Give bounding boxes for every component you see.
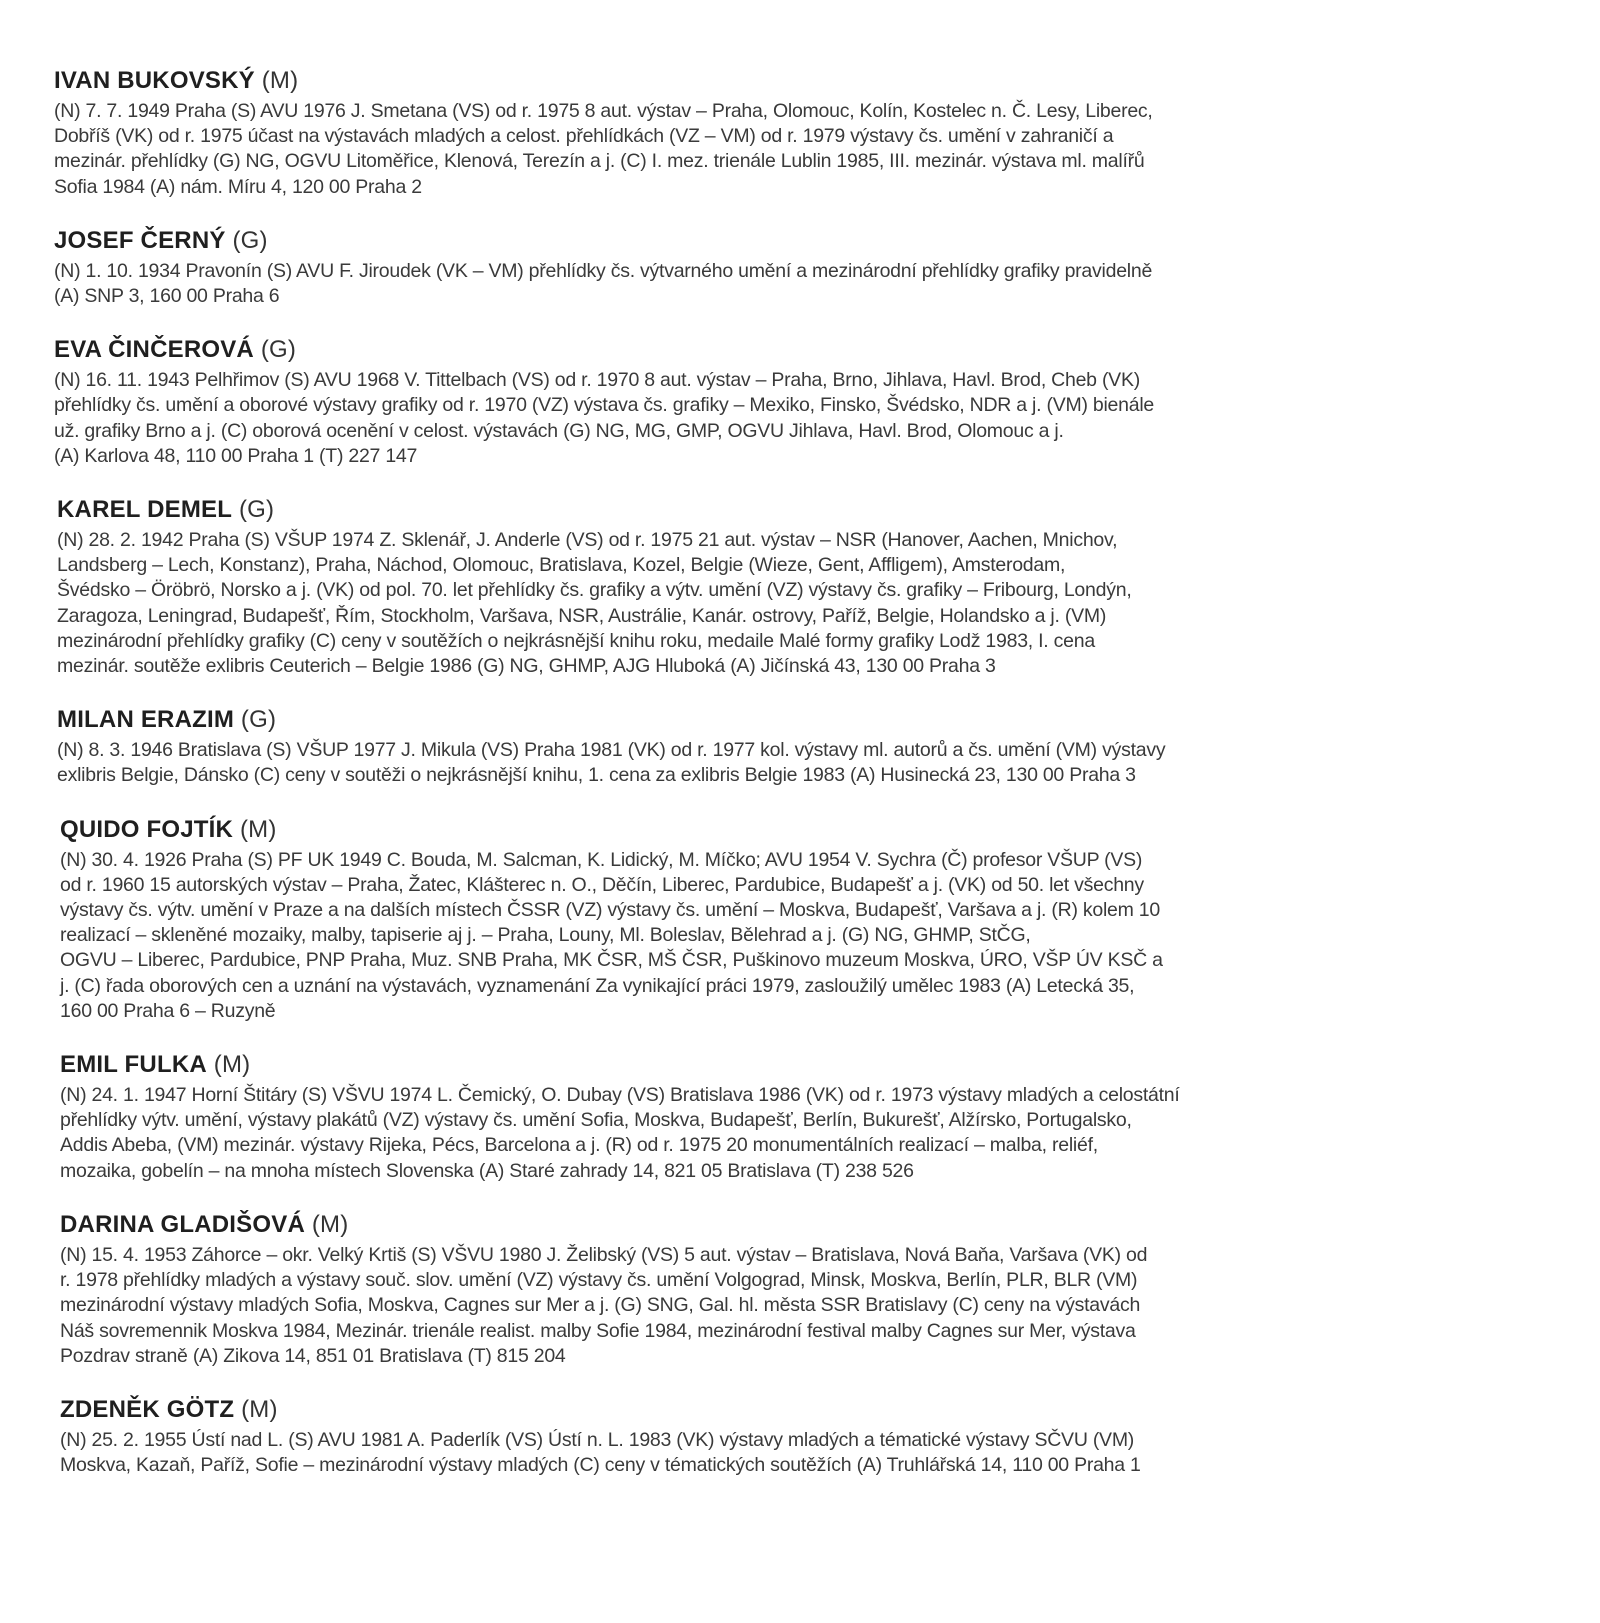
artist-name: EVA ČINČEROVÁ (54, 336, 254, 364)
artist-heading (57, 495, 1450, 525)
artist-name: JOSEF ČERNÝ (54, 226, 226, 254)
artist-bio: (N) 7. 7. 1949 Praha (S) AVU 1976 J. Smetana (VS) od r. 1975 8 aut. výstav – Praha, Olomouc, Kolín, Kostelec n. Č. Lesy, Liberec, Dobříš (VK) od r. 1975 účast na výstavách mladých a celost. přehlídkách (VZ – VM) od r. 1979 výstavy čs. umění v zahraničí a mezinár. přehlídky (G) NG, OGVU Litoměřice, Klenová, Terezín a j. (C) I. mez. trienále Lublin 1985, III. mezinár. výstava ml. malířů Sofia 1984 (A) nám. Míru 4, 120 00 Praha 2 (54, 100, 1153, 198)
artist-entry-gladisova (54, 1210, 1450, 1369)
artist-category: (M) (239, 815, 277, 843)
artist-entry-fulka (54, 1050, 1450, 1184)
artist-bio: (N) 8. 3. 1946 Bratislava (S) VŠUP 1977 J. Mikula (VS) Praha 1981 (VK) od r. 1977 kol. výstavy ml. autorů a čs. umění (VM) výstavy exlibris Belgie, Dánsko (C) ceny v soutěži o nejkrásnější knihu, 1. cena za exlibris Belgie 1983 (A) Husinecká 23, 130 00 Praha 3 (57, 739, 1166, 787)
artist-heading (60, 1210, 1450, 1240)
artist-name: KAREL DEMEL (57, 496, 233, 524)
artist-entry-demel (54, 495, 1450, 679)
artist-bio: (N) 15. 4. 1953 Záhorce – okr. Velký Krtiš (S) VŠVU 1980 J. Želibský (VS) 5 aut. výstav – Bratislava, Nová Baňa, Varšava (VK) od r. 1978 přehlídky mladých a výstavy souč. slov. umění (VZ) výstavy čs. umění Volgograd, Minsk, Moskva, Berlín, PLR, BLR (VM) mezinárodní výstavy mladých Sofia, Moskva, Cagnes sur Mer a j. (G) SNG, Gal. hl. města SSR Bratislavy (C) ceny na výstavách Náš sovremennik Moskva 1984, Mezinár. trienále realist. malby Sofie 1984, mezinárodní festival malby Cagnes sur Mer, výstava Pozdrav straně (A) Zikova 14, 851 01 Bratislava (T) 815 204 (60, 1243, 1148, 1367)
artist-heading (57, 705, 1450, 735)
artist-heading (54, 335, 1450, 365)
artist-entry-bukovsky (54, 66, 1450, 200)
artist-entry-gotz (54, 1395, 1450, 1478)
artist-bio: (N) 30. 4. 1926 Praha (S) PF UK 1949 C. Bouda, M. Salcman, K. Lidický, M. Míčko; AVU 1954 V. Sychra (Č) profesor VŠUP (VS) od r. 1960 15 autorských výstav – Praha, Žatec, Klášterec n. O., Děčín, Liberec, Pardubice, Budapešť a j. (VK) od 50. let všechny výstavy čs. výtv. umění v Praze a na dalších místech ČSSR (VZ) výstavy čs. umění – Moskva, Budapešť, Varšava a j. (R) kolem 10 realizací – skleněné mozaiky, malby, tapiserie aj j. – Praha, Louny, Ml. Boleslav, Bělehrad a j. (G) NG, GHMP, StČG, OGVU – Liberec, Pardubice, PNP Praha, Muz. SNB Praha, MK ČSR, MŠ ČSR, Puškinovo muzeum Moskva, ÚRO, VŠP ÚV KSČ a j. (C) řada oborových cen a uznání na výstavách, vyznamenání Za vynikající práci 1979, zasloužilý umělec 1983 (A) Letecká 35, 160 00 Praha 6 – Ruzyně (60, 848, 1163, 1022)
artist-name: ZDENĚK GÖTZ (60, 1395, 235, 1423)
artist-category: (M) (213, 1051, 251, 1079)
artist-name: QUIDO FOJTÍK (60, 815, 234, 843)
artist-category: (M) (261, 67, 299, 94)
artist-category: (G) (232, 226, 268, 254)
artist-heading (60, 1050, 1450, 1080)
artist-heading (54, 66, 1450, 96)
artist-name: MILAN ERAZIM (57, 706, 235, 734)
artist-category: (G) (238, 496, 275, 524)
artist-category: (G) (260, 336, 297, 364)
artist-category: (M) (241, 1395, 278, 1423)
artist-entry-cerny (54, 226, 1450, 309)
artist-name: IVAN BUKOVSKÝ (54, 67, 255, 94)
artist-name: EMIL FULKA (60, 1051, 207, 1079)
artist-heading (60, 815, 1450, 845)
artist-entry-fojtik (54, 815, 1450, 1024)
artist-category: (G) (240, 706, 277, 734)
artist-bio: (N) 25. 2. 1955 Ústí nad L. (S) AVU 1981 A. Paderlík (VS) Ústí n. L. 1983 (VK) výstavy mladých a tématické výstavy SČVU (VM) Moskva, Kazaň, Paříž, Sofie – mezinárodní výstavy mladých (C) ceny v tématických soutěžích (A) Truhlářská 14, 110 00 Praha 1 (60, 1428, 1141, 1477)
artist-entry-cincerova (54, 335, 1450, 469)
artist-heading (54, 226, 1450, 256)
artist-name: DARINA GLADIŠOVÁ (60, 1210, 305, 1238)
artist-bio: (N) 16. 11. 1943 Pelhřimov (S) AVU 1968 V. Tittelbach (VS) od r. 1970 8 aut. výstav – Praha, Brno, Jihlava, Havl. Brod, Cheb (VK) přehlídky čs. umění a oborové výstavy grafiky od r. 1970 (VZ) výstava čs. grafiky – Mexiko, Finsko, Švédsko, NDR a j. (VM) bienále už. grafiky Brno a j. (C) oborová ocenění v celost. výstavách (G) NG, MG, GMP, OGVU Jihlava, Havl. Brod, Olomouc a j. (A) Karlova 48, 110 00 Praha 1 (T) 227 147 (54, 369, 1155, 467)
artist-category: (M) (311, 1210, 349, 1238)
artist-bio: (N) 28. 2. 1942 Praha (S) VŠUP 1974 Z. Sklenář, J. Anderle (VS) od r. 1975 21 aut. výstav – NSR (Hanover, Aachen, Mnichov, Landsberg – Lech, Konstanz), Praha, Náchod, Olomouc, Bratislava, Kozel, Belgie (Wieze, Gent, Affligem), Amsterodam, Švédsko – Öröbrö, Norsko a j. (VK) od pol. 70. let přehlídky čs. grafiky a výtv. umění (VZ) výstavy čs. grafiky – Fribourg, Londýn, Zaragoza, Leningrad, Budapešť, Řím, Stockholm, Varšava, NSR, Austrálie, Kanár. ostrovy, Paříž, Belgie, Holandsko a j. (VM) mezinárodní přehlídky grafiky (C) ceny v soutěžích o nejkrásnější knihu roku, medaile Malé formy grafiky Lodž 1983, I. cena mezinár. soutěže exlibris Ceuterich – Belgie 1986 (G) NG, GHMP, AJG Hluboká (A) Jičínská 43, 130 00 Praha 3 (57, 529, 1132, 678)
artist-bio: (N) 24. 1. 1947 Horní Štitáry (S) VŠVU 1974 L. Čemický, O. Dubay (VS) Bratislava 1986 (VK) od r. 1973 výstavy mladých a celostátní přehlídky výtv. umění, výstavy plakátů (VZ) výstavy čs. umění Sofia, Moskva, Budapešť, Berlín, Bukurešť, Alžírsko, Portugalsko, Addis Abeba, (VM) mezinár. výstavy Rijeka, Pécs, Barcelona a j. (R) od r. 1975 20 monumentálních realizací – malba, reliéf, mozaika, gobelín – na mnoha místech Slovenska (A) Staré zahrady 14, 821 05 Bratislava (T) 238 526 (60, 1084, 1180, 1182)
artist-entry-erazim (54, 705, 1450, 788)
artist-bio: (N) 1. 10. 1934 Pravonín (S) AVU F. Jiroudek (VK – VM) přehlídky čs. výtvarného umění a mezinárodní přehlídky grafiky pravidelně (A) SNP 3, 160 00 Praha 6 (54, 259, 1153, 308)
artist-heading (60, 1395, 1450, 1425)
